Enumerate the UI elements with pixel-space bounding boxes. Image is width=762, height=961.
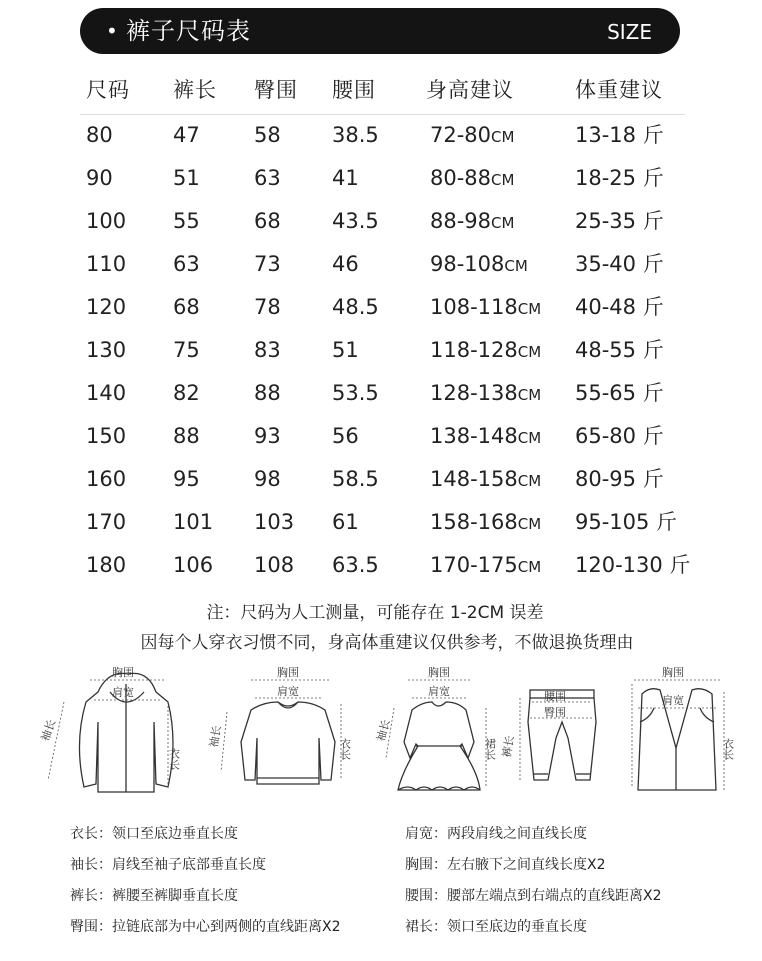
height-cell <box>430 115 514 157</box>
definition-item <box>70 824 238 844</box>
height-range: 98-108 <box>430 252 505 276</box>
definition-term: 裤长： <box>70 888 112 904</box>
definition-item <box>70 886 238 906</box>
definition-desc: 拉链底部为中心到两侧的直线距离X2 <box>112 919 341 935</box>
waist-cell: 53.5 <box>332 381 379 405</box>
sweater-shoulder-label: 肩宽 <box>277 685 299 698</box>
definition-desc: 左右腋下之间直线长度X2 <box>447 857 606 873</box>
length-cell: 63 <box>173 252 200 276</box>
vest-figure <box>620 662 738 802</box>
definition-term: 臀围： <box>70 919 112 935</box>
size-cell: 180 <box>86 553 127 577</box>
title-bar <box>80 8 680 54</box>
weight-cell: 35-40 斤 <box>575 252 664 276</box>
weight-cell: 48-55 斤 <box>575 338 664 362</box>
definition-item <box>405 886 662 906</box>
pants-length-label: 裤长 <box>500 734 517 759</box>
weight-cell: 120-130 斤 <box>575 553 691 577</box>
pants-hip-label: 臀围 <box>544 706 566 719</box>
size-cell: 170 <box>86 510 127 534</box>
definition-term: 腰围： <box>405 888 447 904</box>
weight-cell: 13-18 斤 <box>575 123 664 147</box>
height-cell <box>430 201 514 243</box>
sweater-sleeve-label: 袖长 <box>207 724 224 749</box>
height-cell <box>430 545 541 587</box>
height-unit: CM <box>517 386 542 404</box>
jacket-figure <box>28 662 188 802</box>
size-cell: 160 <box>86 467 127 491</box>
hip-cell: 93 <box>254 424 281 448</box>
table-row <box>80 545 700 585</box>
height-cell <box>430 502 541 544</box>
hip-cell: 68 <box>254 209 281 233</box>
height-cell <box>430 459 541 501</box>
height-unit: CM <box>491 128 515 146</box>
size-cell: 110 <box>86 252 127 276</box>
table-row <box>80 158 700 198</box>
definition-item <box>405 824 587 844</box>
weight-cell: 18-25 斤 <box>575 166 664 190</box>
size-cell: 140 <box>86 381 127 405</box>
length-cell: 101 <box>173 510 214 534</box>
definition-item <box>70 917 341 937</box>
definition-term: 肩宽： <box>405 826 447 842</box>
hip-cell: 58 <box>254 123 281 147</box>
length-cell: 106 <box>173 553 214 577</box>
sweater-figure <box>203 662 353 802</box>
length-cell: 47 <box>173 123 200 147</box>
dress-chest-label: 胸围 <box>428 666 450 679</box>
dress-length-label: 裙长 <box>483 738 497 760</box>
definition-desc: 肩线至袖子底部垂直长度 <box>112 857 266 873</box>
table-row <box>80 416 700 456</box>
height-cell <box>430 158 514 200</box>
waist-cell: 58.5 <box>332 467 379 491</box>
definition-desc: 领口至底边垂直长度 <box>112 826 238 842</box>
weight-cell: 40-48 斤 <box>575 295 664 319</box>
size-cell: 100 <box>86 209 127 233</box>
height-unit: CM <box>517 558 542 576</box>
table-row <box>80 459 700 499</box>
size-cell: 90 <box>86 166 113 190</box>
height-range: 158-168 <box>430 510 518 534</box>
table-row <box>80 502 700 542</box>
hip-cell: 88 <box>254 381 281 405</box>
size-cell: 120 <box>86 295 127 319</box>
height-cell <box>430 330 541 372</box>
height-range: 148-158 <box>430 467 518 491</box>
height-range: 138-148 <box>430 424 518 448</box>
col-header-height: 身高建议 <box>426 78 514 102</box>
height-unit: CM <box>517 429 542 447</box>
height-cell <box>430 287 541 329</box>
weight-cell: 95-105 斤 <box>575 510 678 534</box>
table-row <box>80 330 700 370</box>
size-label: SIZE <box>607 20 652 44</box>
height-range: 170-175 <box>430 553 518 577</box>
note-measurement: 注：尺码为人工测量，可能存在 1-2CM 误差 <box>206 603 544 623</box>
waist-cell: 63.5 <box>332 553 379 577</box>
definition-item <box>405 855 606 875</box>
hip-cell: 83 <box>254 338 281 362</box>
size-cell: 80 <box>86 123 113 147</box>
vest-chest-label: 胸围 <box>662 666 684 679</box>
definition-term: 裙长： <box>405 919 447 935</box>
col-header-hip: 臀围 <box>254 78 298 102</box>
hip-cell: 98 <box>254 467 281 491</box>
table-row <box>80 287 700 327</box>
table-row <box>80 373 700 413</box>
table-row <box>80 115 700 155</box>
hip-cell: 73 <box>254 252 281 276</box>
pants-figure <box>500 662 618 802</box>
col-header-size: 尺码 <box>86 78 130 102</box>
col-header-waist: 腰围 <box>332 78 376 102</box>
col-header-length: 裤长 <box>173 78 217 102</box>
height-cell <box>430 244 528 286</box>
height-range: 108-118 <box>430 295 518 319</box>
waist-cell: 61 <box>332 510 359 534</box>
weight-cell: 65-80 斤 <box>575 424 664 448</box>
size-cell: 150 <box>86 424 127 448</box>
height-range: 80-88 <box>430 166 492 190</box>
size-cell: 130 <box>86 338 127 362</box>
weight-cell: 80-95 斤 <box>575 467 664 491</box>
hip-cell: 63 <box>254 166 281 190</box>
height-unit: CM <box>517 300 542 318</box>
weight-cell: 25-35 斤 <box>575 209 664 233</box>
weight-cell: 55-65 斤 <box>575 381 664 405</box>
bullet-dot: • <box>106 19 118 43</box>
note-disclaimer: 因每个人穿衣习惯不同，身高体重建议仅供参考，不做退换货理由 <box>140 633 634 653</box>
definition-desc: 裤腰至裤脚垂直长度 <box>112 888 238 904</box>
pants-waist-label: 腰围 <box>544 690 566 703</box>
height-range: 88-98 <box>430 209 492 233</box>
waist-cell: 41 <box>332 166 359 190</box>
jacket-length-label: 衣长 <box>167 748 181 770</box>
length-cell: 51 <box>173 166 200 190</box>
waist-cell: 38.5 <box>332 123 379 147</box>
definition-desc: 腰部左端点到右端点的直线距离X2 <box>447 888 662 904</box>
length-cell: 75 <box>173 338 200 362</box>
hip-cell: 103 <box>254 510 295 534</box>
vest-length-label: 衣长 <box>721 738 735 760</box>
length-cell: 88 <box>173 424 200 448</box>
jacket-chest-label: 胸围 <box>112 666 134 679</box>
height-unit: CM <box>504 257 528 275</box>
length-cell: 55 <box>173 209 200 233</box>
height-range: 118-128 <box>430 338 518 362</box>
jacket-shoulder-label: 肩宽 <box>112 686 134 699</box>
waist-cell: 46 <box>332 252 359 276</box>
definition-desc: 领口至底边的垂直长度 <box>447 919 587 935</box>
vest-shoulder-label: 肩宽 <box>662 694 684 707</box>
length-cell: 68 <box>173 295 200 319</box>
height-cell <box>430 373 541 415</box>
height-unit: CM <box>517 343 542 361</box>
definition-term: 胸围： <box>405 857 447 873</box>
jacket-sleeve-label: 袖长 <box>38 717 59 744</box>
length-cell: 95 <box>173 467 200 491</box>
height-cell <box>430 416 541 458</box>
table-header <box>80 70 700 110</box>
height-range: 72-80 <box>430 123 492 147</box>
length-cell: 82 <box>173 381 200 405</box>
table-row <box>80 244 700 284</box>
garment-figures <box>28 662 738 802</box>
definition-term: 衣长： <box>70 826 112 842</box>
height-unit: CM <box>491 214 515 232</box>
waist-cell: 56 <box>332 424 359 448</box>
dress-figure <box>358 662 508 802</box>
col-header-weight: 体重建议 <box>575 78 663 102</box>
waist-cell: 43.5 <box>332 209 379 233</box>
height-unit: CM <box>517 472 542 490</box>
waist-cell: 51 <box>332 338 359 362</box>
definition-desc: 两段肩线之间直线长度 <box>447 826 587 842</box>
sweater-chest-label: 胸围 <box>277 666 299 679</box>
sweater-length-label: 衣长 <box>338 738 352 760</box>
hip-cell: 108 <box>254 553 295 577</box>
page-title: 裤子尺码表 <box>126 17 251 45</box>
height-unit: CM <box>491 171 515 189</box>
height-unit: CM <box>517 515 542 533</box>
dress-sleeve-label: 袖长 <box>374 718 393 743</box>
hip-cell: 78 <box>254 295 281 319</box>
definition-item <box>405 917 587 937</box>
waist-cell: 48.5 <box>332 295 379 319</box>
definition-item <box>70 855 266 875</box>
table-row <box>80 201 700 241</box>
dress-shoulder-label: 肩宽 <box>428 685 450 698</box>
definition-term: 袖长： <box>70 857 112 873</box>
height-range: 128-138 <box>430 381 518 405</box>
